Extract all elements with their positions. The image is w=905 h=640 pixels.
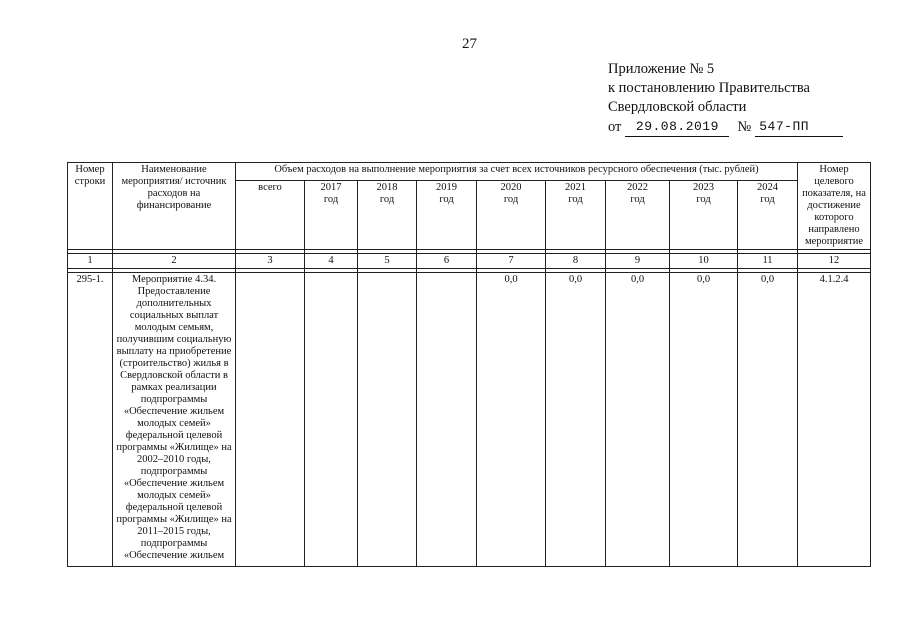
column-number: 1 — [68, 254, 113, 269]
row-2017 — [305, 273, 358, 567]
header-indicator: Номер целевого показателя, на достижение которого направлено мероприятие — [798, 163, 871, 250]
expenses-table — [67, 162, 871, 567]
from-label: от — [608, 119, 622, 135]
column-number: 4 — [305, 254, 358, 269]
column-number: 3 — [236, 254, 305, 269]
appendix-region: Свердловской области — [608, 99, 747, 115]
header-year-2021: 2021 год — [546, 181, 606, 250]
row-2022: 0,0 — [606, 273, 670, 567]
row-2023: 0,0 — [670, 273, 738, 567]
header-name: Наименование мероприятия/ источник расходов на финансирование — [113, 163, 236, 250]
header-year-2018: 2018 год — [358, 181, 417, 250]
row-2019 — [417, 273, 477, 567]
header-year-2019: 2019 год — [417, 181, 477, 250]
appendix-date-number — [608, 117, 843, 137]
header-row-number: Номер строки — [68, 163, 113, 250]
column-number: 11 — [738, 254, 798, 269]
header-year-2017: 2017 год — [305, 181, 358, 250]
number-label: № — [737, 119, 752, 135]
column-number: 6 — [417, 254, 477, 269]
row-indicator: 4.1.2.4 — [798, 273, 871, 567]
row-2021: 0,0 — [546, 273, 606, 567]
appendix-resolution-ref: к постановлению Правительства — [608, 80, 810, 96]
column-number: 9 — [606, 254, 670, 269]
column-number: 8 — [546, 254, 606, 269]
column-number: 2 — [113, 254, 236, 269]
column-number: 12 — [798, 254, 871, 269]
header-year-2020: 2020 год — [477, 181, 546, 250]
resolution-number: 547-ПП — [755, 117, 843, 137]
column-number: 5 — [358, 254, 417, 269]
row-name: Мероприятие 4.34. Предоставление дополнительных социальных выплат молодым семьям, получившим социальную выплату на приобретение (строительство) жилья в Свердловской области в рамках реализации подпрограммы «Обеспечение жильем молодых семей» федеральной целевой программы «Жилище» на 2002–2010 годы, подпрограммы «Обеспечение жильем молодых семей» федеральной целевой программы «Жилище» на 2011–2015 годы, подпрограммы «Обеспечение жильем — [113, 273, 236, 567]
header-year-2024: 2024 год — [738, 181, 798, 250]
column-number: 7 — [477, 254, 546, 269]
row-total — [236, 273, 305, 567]
header-year-2023: 2023 год — [670, 181, 738, 250]
row-2020: 0,0 — [477, 273, 546, 567]
row-2024: 0,0 — [738, 273, 798, 567]
column-number: 10 — [670, 254, 738, 269]
row-number: 295-1. — [68, 273, 113, 567]
appendix-title: Приложение № 5 — [608, 61, 715, 77]
row-2018 — [358, 273, 417, 567]
appendix-header — [608, 60, 843, 137]
resolution-date: 29.08.2019 — [625, 117, 729, 137]
header-year-2022: 2022 год — [606, 181, 670, 250]
header-expenses-group: Объем расходов на выполнение мероприятия за счет всех источников ресурсного обеспечения (тыс. рублей) — [236, 163, 798, 181]
table-row — [68, 273, 871, 567]
header-total: всего — [236, 181, 305, 250]
page-number: 27 — [462, 36, 477, 52]
